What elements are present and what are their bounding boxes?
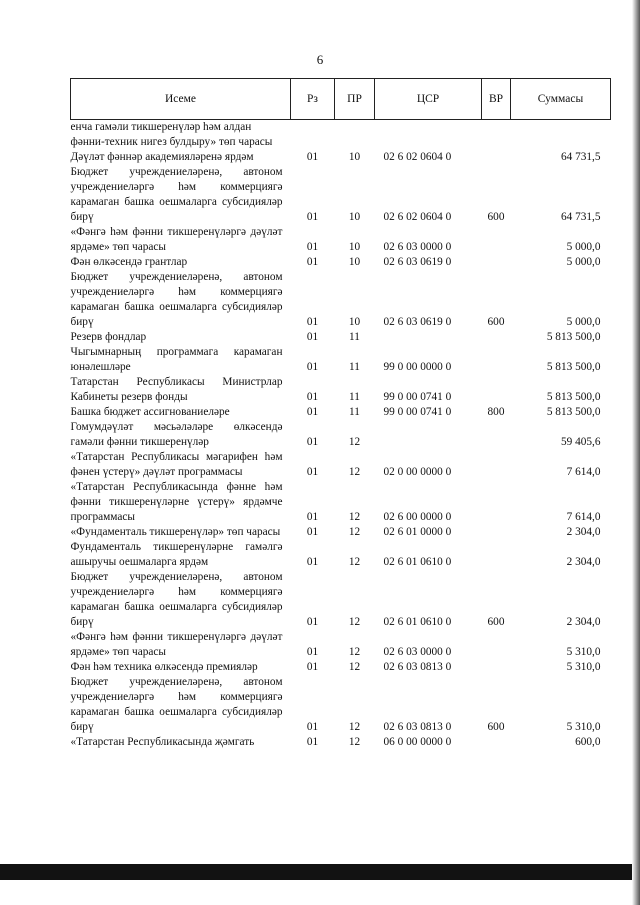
cell-sum: 7 614,0	[566, 511, 601, 523]
cell-name: «Татарстан Республикасында җәмгать	[70, 736, 255, 748]
cell-name: Гомумдәүләт мәсьәләләре өлкәсендә гамәли фәнни тикшеренүләр	[70, 421, 283, 448]
cell-rz: 01	[306, 721, 319, 733]
table-row	[71, 405, 611, 420]
table-row	[71, 255, 611, 270]
scan-bottom-bar	[0, 864, 640, 880]
cell-pr: 12	[348, 436, 361, 448]
cell-name: «Татарстан Республикасы мәгарифен һәм фәнен үстерү» дәүләт программасы	[70, 451, 283, 478]
cell-pr: 12	[348, 526, 361, 538]
cell-vr	[482, 150, 511, 165]
scan-right-edge	[632, 0, 640, 905]
cell-name: Бюджет учреждениеләренә, автоном учреждениеләргә һәм коммерциягә карамаган башка оешмаларга субсидияләр бирү	[70, 571, 283, 628]
cell-rz: 01	[306, 406, 319, 418]
table-row	[71, 660, 611, 675]
cell-csr: 02 6 03 0000 0	[383, 241, 452, 253]
cell-vr: 600	[487, 721, 505, 733]
budget-table-container	[70, 78, 610, 750]
cell-rz: 01	[306, 661, 319, 673]
cell-sum: 5 000,0	[566, 241, 601, 253]
table-row	[71, 675, 611, 735]
table-body	[71, 120, 611, 751]
page-number: 6	[316, 52, 324, 67]
cell-vr	[482, 735, 511, 750]
cell-csr: 02 6 03 0813 0	[383, 661, 452, 673]
table-row	[71, 540, 611, 570]
cell-rz: 01	[306, 616, 319, 628]
cell-pr: 10	[348, 151, 361, 163]
cell-vr	[482, 480, 511, 525]
cell-pr	[335, 120, 375, 151]
cell-pr: 11	[349, 406, 360, 418]
column-header-name: Исеме	[71, 79, 291, 120]
cell-vr: 600	[487, 211, 505, 223]
cell-sum: 59 405,6	[560, 436, 601, 448]
cell-name: Фән һәм техника өлкәсендә премияләр	[70, 661, 258, 673]
cell-vr	[482, 345, 511, 375]
cell-csr: 02 6 03 0000 0	[383, 646, 452, 658]
column-header-sum: Суммасы	[511, 79, 611, 120]
cell-pr: 12	[348, 466, 361, 478]
cell-vr	[482, 420, 511, 450]
column-header-rz: Рз	[291, 79, 335, 120]
cell-rz: 01	[306, 736, 319, 748]
cell-vr	[482, 225, 511, 255]
cell-csr: 02 0 00 0000 0	[383, 466, 452, 478]
cell-name: «Фәнгә һәм фәнни тикшеренүләргә дәүләт ярдәме» төп чарасы	[70, 226, 283, 253]
column-header-csr: ЦСР	[375, 79, 482, 120]
cell-vr	[482, 525, 511, 540]
cell-sum: 7 614,0	[566, 466, 601, 478]
cell-sum: 5 310,0	[566, 661, 601, 673]
column-header-vr: ВР	[482, 79, 511, 120]
cell-sum: 5 813 500,0	[546, 361, 601, 373]
cell-csr: 02 6 01 0610 0	[383, 616, 452, 628]
cell-vr	[482, 255, 511, 270]
cell-pr: 11	[349, 361, 360, 373]
cell-sum: 2 304,0	[566, 526, 601, 538]
cell-pr: 12	[348, 616, 361, 628]
table-header-row	[71, 79, 611, 120]
table-row	[71, 525, 611, 540]
cell-csr: 02 6 00 0000 0	[383, 511, 452, 523]
cell-pr: 10	[348, 256, 361, 268]
cell-sum: 5 813 500,0	[546, 406, 601, 418]
cell-name: «Татарстан Республикасында фәнне һәм фәнни тикшеренүләрне үстерү» ярдәмче программасы	[70, 481, 283, 523]
cell-name: Бюджет учреждениеләренә, автоном учреждениеләргә һәм коммерциягә карамаган башка оешмаларга субсидияләр бирү	[70, 166, 283, 223]
cell-name: «Фундаменталь тикшеренүләр» төп чарасы	[70, 526, 281, 538]
cell-csr: 99 0 00 0741 0	[383, 391, 452, 403]
cell-name: Фән өлкәсендә грантлар	[70, 256, 188, 268]
table-row	[71, 120, 611, 151]
cell-rz: 01	[306, 646, 319, 658]
cell-rz: 01	[306, 466, 319, 478]
cell-vr: 600	[487, 316, 505, 328]
cell-sum: 5 813 500,0	[546, 391, 601, 403]
cell-pr: 12	[348, 646, 361, 658]
cell-sum: 5 310,0	[566, 646, 601, 658]
cell-name: Татарстан Республикасы Министрлар Кабинеты резерв фонды	[70, 376, 283, 403]
cell-vr: 800	[487, 406, 505, 418]
cell-pr: 11	[349, 391, 360, 403]
cell-name: Резерв фондлар	[70, 331, 147, 343]
cell-rz: 01	[306, 256, 319, 268]
cell-rz: 01	[306, 526, 319, 538]
cell-rz: 01	[306, 241, 319, 253]
cell-sum: 5 310,0	[566, 721, 601, 733]
cell-rz: 01	[306, 151, 319, 163]
table-row	[71, 270, 611, 330]
cell-vr	[482, 660, 511, 675]
budget-table	[70, 78, 611, 750]
cell-pr: 12	[348, 736, 361, 748]
table-row	[71, 345, 611, 375]
cell-pr: 10	[348, 211, 361, 223]
cell-pr: 12	[348, 511, 361, 523]
cell-name: Дәүләт фәннәр академияләренә ярдәм	[70, 151, 254, 163]
cell-rz: 01	[306, 436, 319, 448]
cell-vr	[482, 375, 511, 405]
cell-vr	[482, 540, 511, 570]
table-row	[71, 480, 611, 525]
cell-vr	[482, 120, 511, 151]
cell-pr: 10	[348, 316, 361, 328]
cell-name: Чыгымнарның программага карамаган юнәлешләре	[70, 346, 283, 373]
column-header-pr: ПР	[335, 79, 375, 120]
cell-csr: 99 0 00 0741 0	[383, 406, 452, 418]
cell-rz: 01	[306, 556, 319, 568]
table-row	[71, 630, 611, 660]
cell-name: Бюджет учреждениеләренә, автоном учреждениеләргә һәм коммерциягә карамаган башка оешмаларга субсидияләр бирү	[70, 271, 283, 328]
cell-csr	[375, 330, 482, 345]
cell-pr: 12	[348, 661, 361, 673]
cell-sum: 5 000,0	[566, 256, 601, 268]
cell-rz: 01	[306, 511, 319, 523]
cell-vr	[482, 630, 511, 660]
cell-sum: 64 731,5	[560, 211, 601, 223]
cell-rz	[291, 120, 335, 151]
cell-vr: 600	[487, 616, 505, 628]
cell-vr	[482, 330, 511, 345]
cell-csr: 02 6 01 0610 0	[383, 556, 452, 568]
cell-csr: 02 6 02 0604 0	[383, 211, 452, 223]
cell-csr: 02 6 03 0619 0	[383, 256, 452, 268]
cell-csr: 02 6 01 0000 0	[383, 526, 452, 538]
cell-pr: 11	[349, 331, 360, 343]
cell-sum: 2 304,0	[566, 616, 601, 628]
cell-pr: 12	[348, 721, 361, 733]
table-row	[71, 165, 611, 225]
cell-sum: 5 000,0	[566, 316, 601, 328]
cell-sum: 64 731,5	[560, 151, 601, 163]
cell-pr: 12	[348, 556, 361, 568]
table-row	[71, 150, 611, 165]
cell-name: Бюджет учреждениеләренә, автоном учреждениеләргә һәм коммерциягә карамаган башка оешмаларга субсидияләр бирү	[70, 676, 283, 733]
cell-sum: 600,0	[575, 736, 601, 748]
cell-csr: 02 6 02 0604 0	[383, 151, 452, 163]
table-row	[71, 375, 611, 405]
cell-rz: 01	[306, 331, 319, 343]
table-row	[71, 450, 611, 480]
cell-csr	[375, 120, 482, 151]
cell-sum: 2 304,0	[566, 556, 601, 568]
cell-sum	[511, 120, 611, 151]
cell-rz: 01	[306, 361, 319, 373]
cell-name: енча гамәли тикшеренүләр һәм алдан фәнни-техник нигез булдыру» төп чарасы	[70, 121, 273, 148]
cell-csr: 06 0 00 0000 0	[383, 736, 452, 748]
cell-csr: 02 6 03 0813 0	[383, 721, 452, 733]
cell-rz: 01	[306, 316, 319, 328]
cell-name: «Фәнгә һәм фәнни тикшеренүләргә дәүләт ярдәме» төп чарасы	[70, 631, 283, 658]
cell-csr	[375, 420, 482, 450]
cell-csr: 02 6 03 0619 0	[383, 316, 452, 328]
table-row	[71, 330, 611, 345]
cell-name: Фундаменталь тикшеренүләрне гамәлгә ашыручы оешмаларга ярдәм	[70, 541, 283, 568]
cell-sum: 5 813 500,0	[546, 331, 601, 343]
cell-name: Башка бюджет ассигнованиеләре	[70, 406, 230, 418]
table-row	[71, 735, 611, 750]
table-row	[71, 420, 611, 450]
cell-csr: 99 0 00 0000 0	[383, 361, 452, 373]
table-row	[71, 570, 611, 630]
cell-pr: 10	[348, 241, 361, 253]
cell-rz: 01	[306, 391, 319, 403]
table-row	[71, 225, 611, 255]
cell-vr	[482, 450, 511, 480]
cell-rz: 01	[306, 211, 319, 223]
